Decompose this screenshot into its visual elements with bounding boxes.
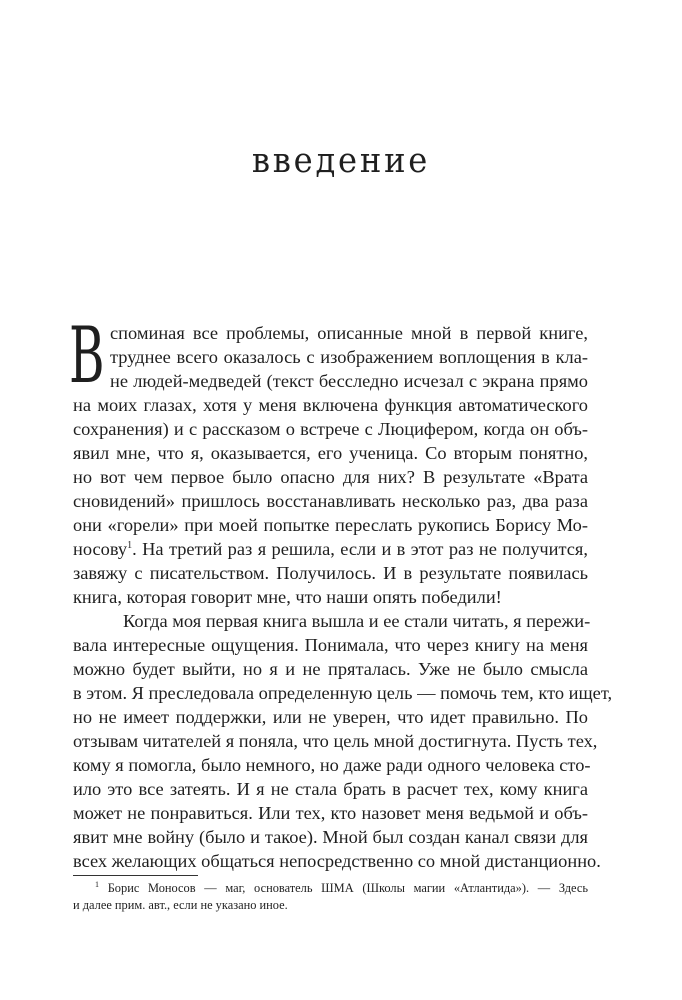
text-line: на моих глазах, хотя у меня включена функция автоматического: [73, 395, 588, 415]
text-line: Когда моя первая книга вышла и ее стали читать, я пережи-: [123, 611, 591, 631]
text-line: может не понравиться. Или тех, кто назовет меня ведьмой и объ-: [73, 803, 588, 823]
footnote-line: [73, 880, 588, 897]
text-line: явил мне, что я, оказывается, его ученица. Со вторым понятно,: [73, 443, 588, 463]
text-fragment: На третий раз я решила, если и в этот раз не получится,: [142, 539, 588, 559]
text-line: вала интересные ощущения. Понимала, что через книгу на меня: [73, 635, 588, 655]
second-paragraph: [73, 609, 613, 873]
text-line: но вот чем первое было опасно для них? В результате «Врата: [73, 467, 588, 487]
text-line: можно будет выйти, но я и не пряталась. Уже не было смысла: [73, 659, 588, 679]
footnote-text: Борис Моносов — маг, основатель ШМА (Школы магии «Атлантида»). — Здесь: [107, 881, 588, 895]
chapter-title: введение: [251, 141, 431, 182]
text-line: труднее всего оказалось с изображением воплощения в кла-: [110, 347, 588, 367]
text-line: книга, которая говорит мне, что наши опять победили!: [73, 587, 502, 607]
text-line: завяжу с писательством. Получилось. И в результате появилась: [73, 563, 588, 583]
footnote-mark: 1: [95, 879, 99, 889]
text-line: споминая все проблемы, описанные мной в первой книге,: [110, 323, 588, 343]
text-line: отзывам читателей я поняла, что цель мной достигнута. Пусть тех,: [73, 731, 598, 751]
text-line: но не имеет поддержки, или не уверен, что идет правильно. По: [73, 707, 588, 727]
text-line: не людей-медведей (текст бесследно исчезал с экрана прямо: [110, 371, 588, 391]
footnote: [73, 880, 588, 914]
footnote-divider: [73, 875, 198, 876]
text-line: сновидений» пришлось восстанавливать несколько раз, два раза: [73, 491, 588, 511]
first-paragraph: [69, 311, 588, 609]
text-line: ило это все затеять. И я не стала брать в расчет тех, кому книга: [73, 779, 588, 799]
text-line-with-footnote: носову$^1$. На третий раз я решила, если и в этот раз не получится,: [73, 539, 588, 559]
text-line: кому я помогла, было немного, но даже ради одного человека сто-: [73, 755, 591, 775]
text-line: явит мне войну (было и такое). Мной был создан канал связи для: [73, 827, 588, 847]
footnote-reference[interactable]: 1: [127, 539, 133, 551]
text-line: сохранения) и с рассказом о встрече с Люцифером, когда он объ-: [73, 419, 588, 439]
text-line: всех желающих общаться непосредственно со мной дистанционно.: [73, 851, 601, 871]
body-text: [69, 311, 613, 873]
text-line: они «горели» при моей попытке переслать рукопись Борису Мо-: [73, 515, 588, 535]
text-fragment: носову: [73, 539, 128, 559]
text-line: в этом. Я преследовала определенную цель — помочь тем, кто ищет,: [73, 683, 613, 703]
drop-cap: В: [69, 311, 105, 401]
footnote-line: и далее прим. авт., если не указано иное.: [73, 898, 288, 912]
